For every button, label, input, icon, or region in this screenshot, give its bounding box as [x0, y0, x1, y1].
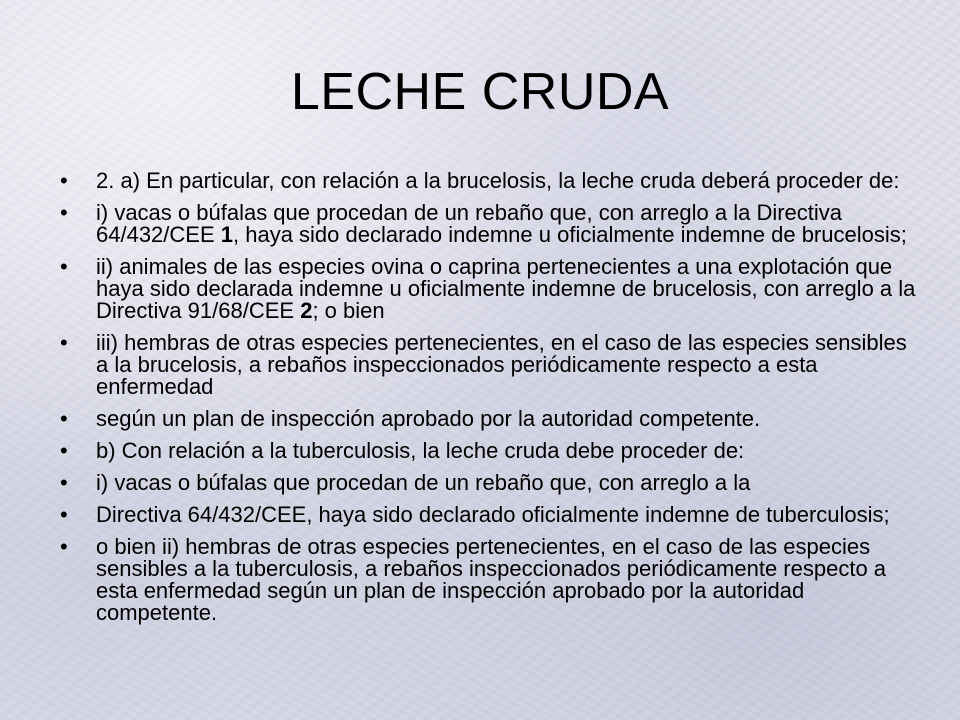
bullet-reference-number: 1 [220, 222, 233, 247]
bullet-text: 2. a) En particular, con relación a la brucelosis, la leche cruda deberá proceder de: [96, 168, 900, 193]
bullet-item [60, 440, 920, 462]
bullet-text: i) vacas o búfalas que procedan de un rebaño que, con arreglo a la [96, 470, 751, 495]
bullet-item [60, 332, 920, 398]
bullet-item [60, 256, 920, 322]
bullet-text: según un plan de inspección aprobado por la autoridad competente. [96, 406, 761, 431]
bullet-text: ii) animales de las especies ovina o caprina pertenecientes a una explotación que haya sido declarada indemne u oficialmente indemne de brucelosis, con arreglo a la Directiva 91/68/CEE [96, 254, 916, 323]
bullet-dot-icon: • [60, 438, 68, 463]
bullet-dot-icon: • [60, 254, 68, 279]
bullet-dot-icon: • [60, 406, 68, 431]
bullet-dot-icon: • [60, 200, 68, 225]
bullet-list [60, 170, 920, 634]
bullet-item [60, 170, 920, 192]
bullet-dot-icon: • [60, 470, 68, 495]
bullet-dot-icon: • [60, 330, 68, 355]
bullet-text: iii) hembras de otras especies pertenecientes, en el caso de las especies sensibles a la brucelosis, a rebaños inspeccionados periódicamente respecto a esta enfermedad [96, 330, 907, 399]
bullet-item [60, 472, 920, 494]
bullet-text: b) Con relación a la tuberculosis, la leche cruda debe proceder de: [96, 438, 745, 463]
bullet-text: i) vacas o búfalas que procedan de un rebaño que, con arreglo a la Directiva 64/432/CEE [96, 200, 843, 247]
bullet-text: o bien ii) hembras de otras especies pertenecientes, en el caso de las especies sensibles a la tuberculosis, a rebaños inspeccionados periódicamente respecto a esta enfermedad según un plan de inspección aprobado por la autoridad competente. [96, 534, 887, 625]
slide-title: LECHE CRUDA [290, 63, 670, 121]
bullet-text: Directiva 64/432/CEE, haya sido declarado oficialmente indemne de tuberculosis; [96, 502, 890, 527]
bullet-dot-icon: • [60, 534, 68, 559]
bullet-reference-number: 2 [300, 298, 313, 323]
bullet-dot-icon: • [60, 502, 68, 527]
bullet-dot-icon: • [60, 168, 68, 193]
bullet-text: , haya sido declarado indemne u oficialmente indemne de brucelosis; [233, 222, 907, 247]
bullet-item [60, 536, 920, 624]
bullet-text: ; o bien [312, 298, 385, 323]
bullet-item [60, 202, 920, 246]
bullet-item [60, 504, 920, 526]
bullet-item [60, 408, 920, 430]
